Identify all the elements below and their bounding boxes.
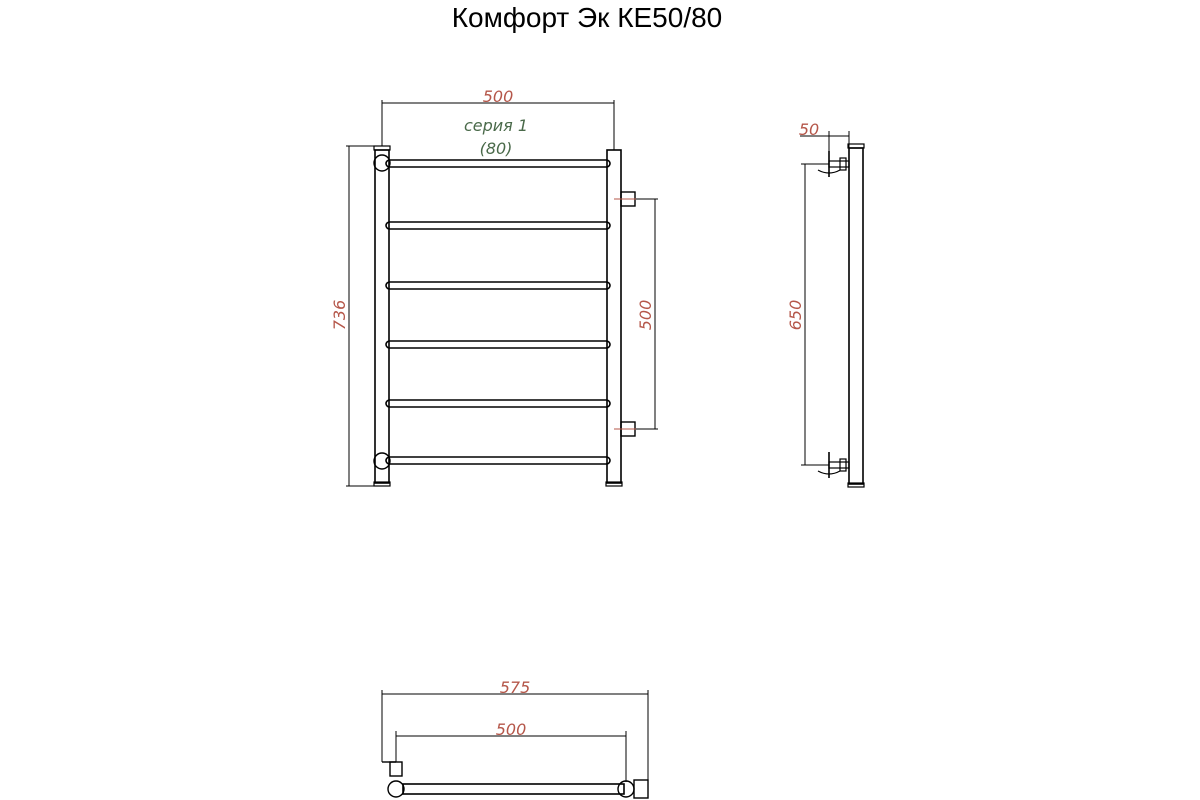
rung [386, 160, 610, 167]
series-sub-label: (80) [479, 139, 513, 158]
top-rung [403, 784, 624, 794]
height-dimension [330, 146, 380, 486]
rung [386, 222, 610, 229]
height-dim-label: 736 [330, 299, 349, 331]
left-bracket-top [374, 155, 390, 171]
left-bracket-bottom [374, 453, 390, 469]
top-view [382, 678, 648, 798]
connection-fitting-top [614, 192, 636, 206]
top-left-fitting [390, 762, 402, 776]
front-view [330, 87, 658, 486]
rung [386, 457, 610, 464]
rungs [386, 160, 610, 464]
overall-dim-label: 575 [499, 678, 531, 697]
left-upright [375, 150, 389, 483]
drawing-title: Комфорт Эк КЕ50/80 [451, 2, 723, 33]
offset-dimension [799, 120, 849, 151]
offset-dim-label: 50 [798, 120, 820, 139]
top-right-fitting [634, 780, 648, 798]
side-upright [849, 148, 863, 484]
rung [386, 341, 610, 348]
side-view [786, 120, 864, 487]
width-dim-label: 500 [482, 87, 514, 106]
side-height-dimension [786, 164, 829, 465]
connection-dimension [636, 199, 658, 429]
series-label: серия 1 [463, 116, 529, 135]
inner-width-dimension [396, 720, 626, 782]
side-height-dim-label: 650 [786, 299, 805, 331]
top-right-upright [618, 781, 634, 797]
top-left-upright [388, 781, 404, 797]
rung [386, 282, 610, 289]
connection-fitting-bottom [614, 422, 636, 436]
rung [386, 400, 610, 407]
inner-dim-label: 500 [495, 720, 527, 739]
connection-dim-label: 500 [636, 299, 655, 331]
right-upright [607, 150, 621, 483]
